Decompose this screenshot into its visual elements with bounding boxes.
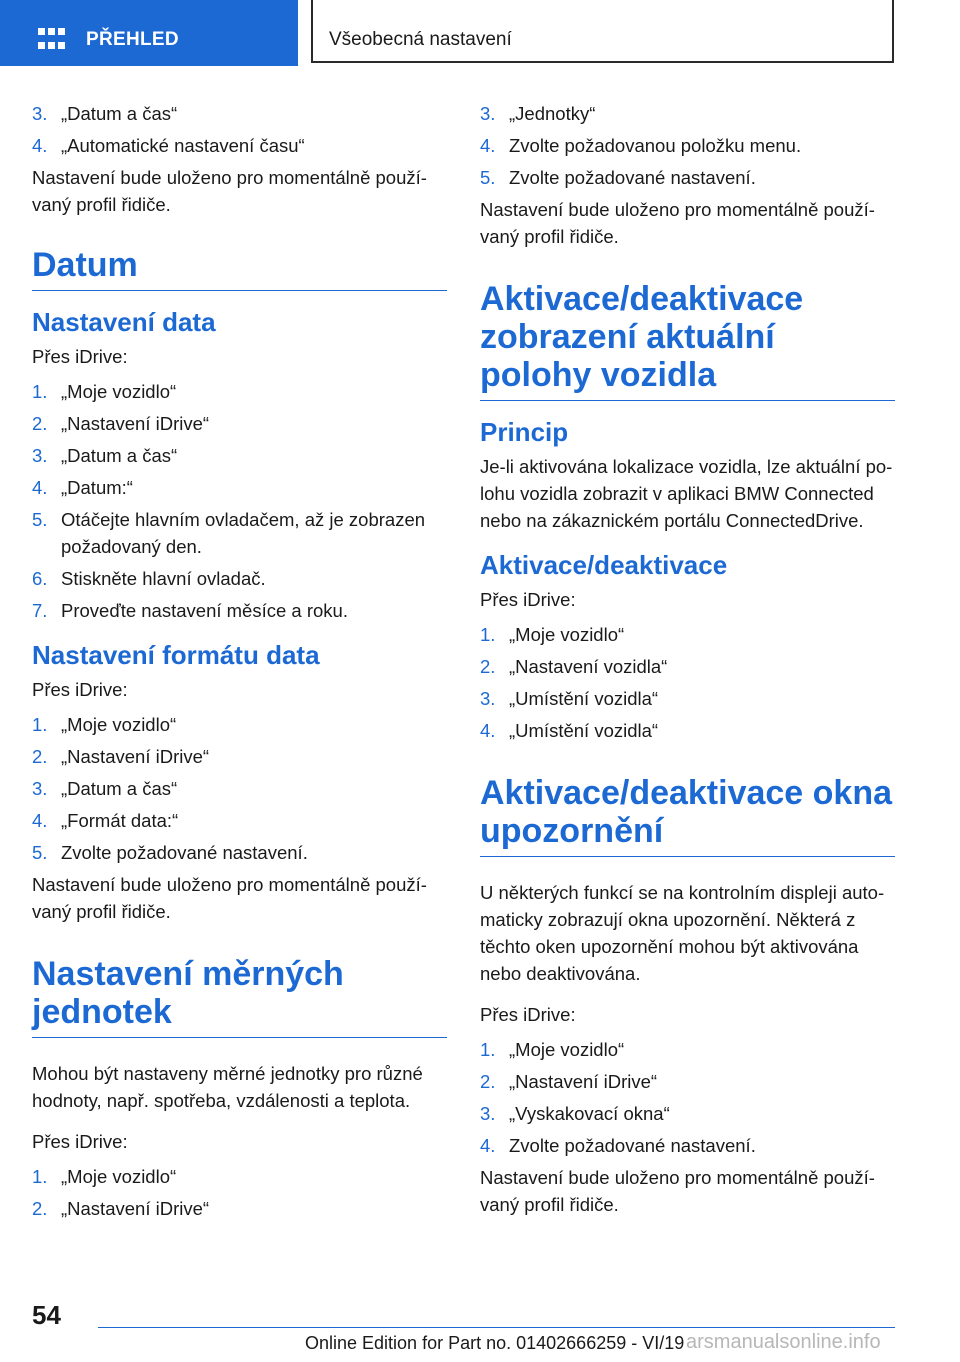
steps-list [480, 1036, 895, 1159]
list-item [32, 1195, 447, 1222]
step-text: Zvolte požadované nastavení. [509, 167, 756, 188]
list-item [32, 506, 447, 560]
step-text: „Datum a čas“ [61, 103, 178, 124]
step-text: „Umístění vozidla“ [509, 688, 659, 709]
steps-list [32, 711, 447, 866]
step-number: 4. [32, 135, 48, 156]
list-item [480, 164, 895, 191]
step-number: 1. [32, 714, 48, 735]
step-number: 5. [480, 167, 496, 188]
step-text: „Moje vozidlo“ [61, 714, 177, 735]
via-idrive-text: Přes iDrive: [480, 1004, 576, 1025]
step-text: „Nastavení iDrive“ [509, 1071, 658, 1092]
steps-list [32, 100, 447, 159]
note-text: Nastavení bude uloženo pro momentálně použí‐vaný profil řidiče. [480, 1167, 875, 1215]
step-text: „Nastavení vozidla“ [509, 656, 668, 677]
units-intro-text: Mohou být nastaveny měrné jednotky pro různé hodnoty, např. spotřeba, vzdálenosti a teplota. [32, 1063, 423, 1111]
list-item [32, 1163, 447, 1190]
step-number: 3. [480, 688, 496, 709]
list-item [32, 807, 447, 834]
via-idrive-text: Přes iDrive: [480, 589, 576, 610]
step-text: „Datum a čas“ [61, 445, 178, 466]
via-idrive-text: Přes iDrive: [32, 346, 128, 367]
step-number: 2. [32, 746, 48, 767]
step-number: 3. [32, 778, 48, 799]
overview-tab-label: PŘEHLED [86, 29, 179, 50]
step-number: 6. [32, 568, 48, 589]
step-number: 3. [480, 103, 496, 124]
subheading-principle: Princip [480, 417, 569, 447]
step-text: „Nastavení iDrive“ [61, 746, 210, 767]
step-text: „Datum:“ [61, 477, 133, 498]
grid-menu-icon [38, 28, 66, 50]
heading-units: Nastavení měrných jednotek [32, 955, 447, 1038]
top-navigation-bar [0, 0, 960, 66]
step-number: 4. [32, 810, 48, 831]
step-text: „Datum a čas“ [61, 778, 178, 799]
step-text: Stiskněte hlavní ovladač. [61, 568, 266, 589]
edition-text: Online Edition for Part no. 01402666259 - VI/19 [305, 1333, 685, 1353]
step-number: 4. [480, 720, 496, 741]
list-item [32, 597, 447, 624]
overview-tab[interactable] [0, 0, 298, 66]
footer-divider [98, 1327, 895, 1328]
principle-text: Je-li aktivována lokalizace vozidla, lze aktuální po‐lohu vozidla zobrazit v aplikaci BMW Connected nebo na zákaznickém portálu ConnectedDrive. [480, 456, 893, 531]
step-text: „Moje vozidlo“ [61, 1166, 177, 1187]
note-text: Nastavení bude uloženo pro momentálně použí‐vaný profil řidiče. [480, 199, 875, 247]
via-idrive-text: Přes iDrive: [32, 1131, 128, 1152]
step-number: 1. [480, 1039, 496, 1060]
via-idrive-text: Přes iDrive: [32, 679, 128, 700]
list-item [480, 1132, 895, 1159]
list-item [32, 442, 447, 469]
list-item [480, 100, 895, 127]
section-tab[interactable] [311, 0, 894, 63]
step-number: 1. [32, 381, 48, 402]
list-item [32, 132, 447, 159]
left-column [32, 100, 447, 1227]
step-text: „Moje vozidlo“ [509, 624, 625, 645]
watermark-text: arsmanualsonline.info [686, 1331, 881, 1353]
list-item [32, 100, 447, 127]
list-item [480, 1100, 895, 1127]
list-item [32, 378, 447, 405]
right-column [480, 100, 895, 1232]
step-number: 4. [32, 477, 48, 498]
list-item [480, 1036, 895, 1063]
list-item [32, 565, 447, 592]
note-text: Nastavení bude uloženo pro momentálně použí‐vaný profil řidiče. [32, 167, 427, 215]
steps-list [32, 1163, 447, 1222]
popup-intro-text: U některých funkcí se na kontrolním displeji auto‐maticky zobrazují okna upozornění. Některá z těchto oken upozornění mohou být aktivována nebo deaktivována. [480, 882, 885, 984]
step-text: „Formát data:“ [61, 810, 179, 831]
step-number: 2. [480, 1071, 496, 1092]
step-text: Zvolte požadované nastavení. [509, 1135, 756, 1156]
step-number: 1. [480, 624, 496, 645]
step-number: 3. [480, 1103, 496, 1124]
step-number: 5. [32, 509, 48, 530]
step-text: „Nastavení iDrive“ [61, 1198, 210, 1219]
page-number: 54 [32, 1300, 61, 1330]
steps-list [480, 100, 895, 191]
list-item [480, 653, 895, 680]
section-tab-label: Všeobecná nastavení [329, 29, 512, 50]
step-text: „Automatické nastavení času“ [61, 135, 305, 156]
step-text: „Umístění vozidla“ [509, 720, 659, 741]
heading-popup-windows: Aktivace/deaktivace okna upozornění [480, 774, 895, 857]
step-number: 7. [32, 600, 48, 621]
list-item [480, 621, 895, 648]
subheading-activation: Aktivace/deaktivace [480, 550, 728, 580]
list-item [32, 711, 447, 738]
step-text: „Vyskakovací okna“ [509, 1103, 670, 1124]
step-number: 3. [32, 103, 48, 124]
step-text: Zvolte požadovanou položku menu. [509, 135, 802, 156]
note-text: Nastavení bude uloženo pro momentálně použí‐vaný profil řidiče. [32, 874, 427, 922]
list-item [480, 685, 895, 712]
heading-date: Datum [32, 246, 447, 291]
step-number: 2. [32, 1198, 48, 1219]
step-number: 1. [32, 1166, 48, 1187]
step-number: 2. [32, 413, 48, 434]
list-item [32, 474, 447, 501]
step-text: „Nastavení iDrive“ [61, 413, 210, 434]
step-text: Zvolte požadované nastavení. [61, 842, 308, 863]
step-number: 4. [480, 135, 496, 156]
subheading-date-setting: Nastavení data [32, 307, 216, 337]
heading-vehicle-location: Aktivace/deaktivace zobrazení aktuální polohy vozidla [480, 280, 895, 401]
step-text: Proveďte nastavení měsíce a roku. [61, 600, 348, 621]
step-text: Otáčejte hlavním ovladačem, až je zobrazen požadovaný den. [61, 509, 426, 557]
subheading-date-format: Nastavení formátu data [32, 640, 320, 670]
list-item [480, 717, 895, 744]
list-item [480, 132, 895, 159]
step-text: „Moje vozidlo“ [61, 381, 177, 402]
step-number: 3. [32, 445, 48, 466]
steps-list [32, 378, 447, 624]
step-number: 2. [480, 656, 496, 677]
step-text: „Moje vozidlo“ [509, 1039, 625, 1060]
list-item [32, 743, 447, 770]
step-text: „Jednotky“ [509, 103, 596, 124]
list-item [480, 1068, 895, 1095]
step-number: 5. [32, 842, 48, 863]
steps-list [480, 621, 895, 744]
list-item [32, 775, 447, 802]
list-item [32, 410, 447, 437]
list-item [32, 839, 447, 866]
step-number: 4. [480, 1135, 496, 1156]
